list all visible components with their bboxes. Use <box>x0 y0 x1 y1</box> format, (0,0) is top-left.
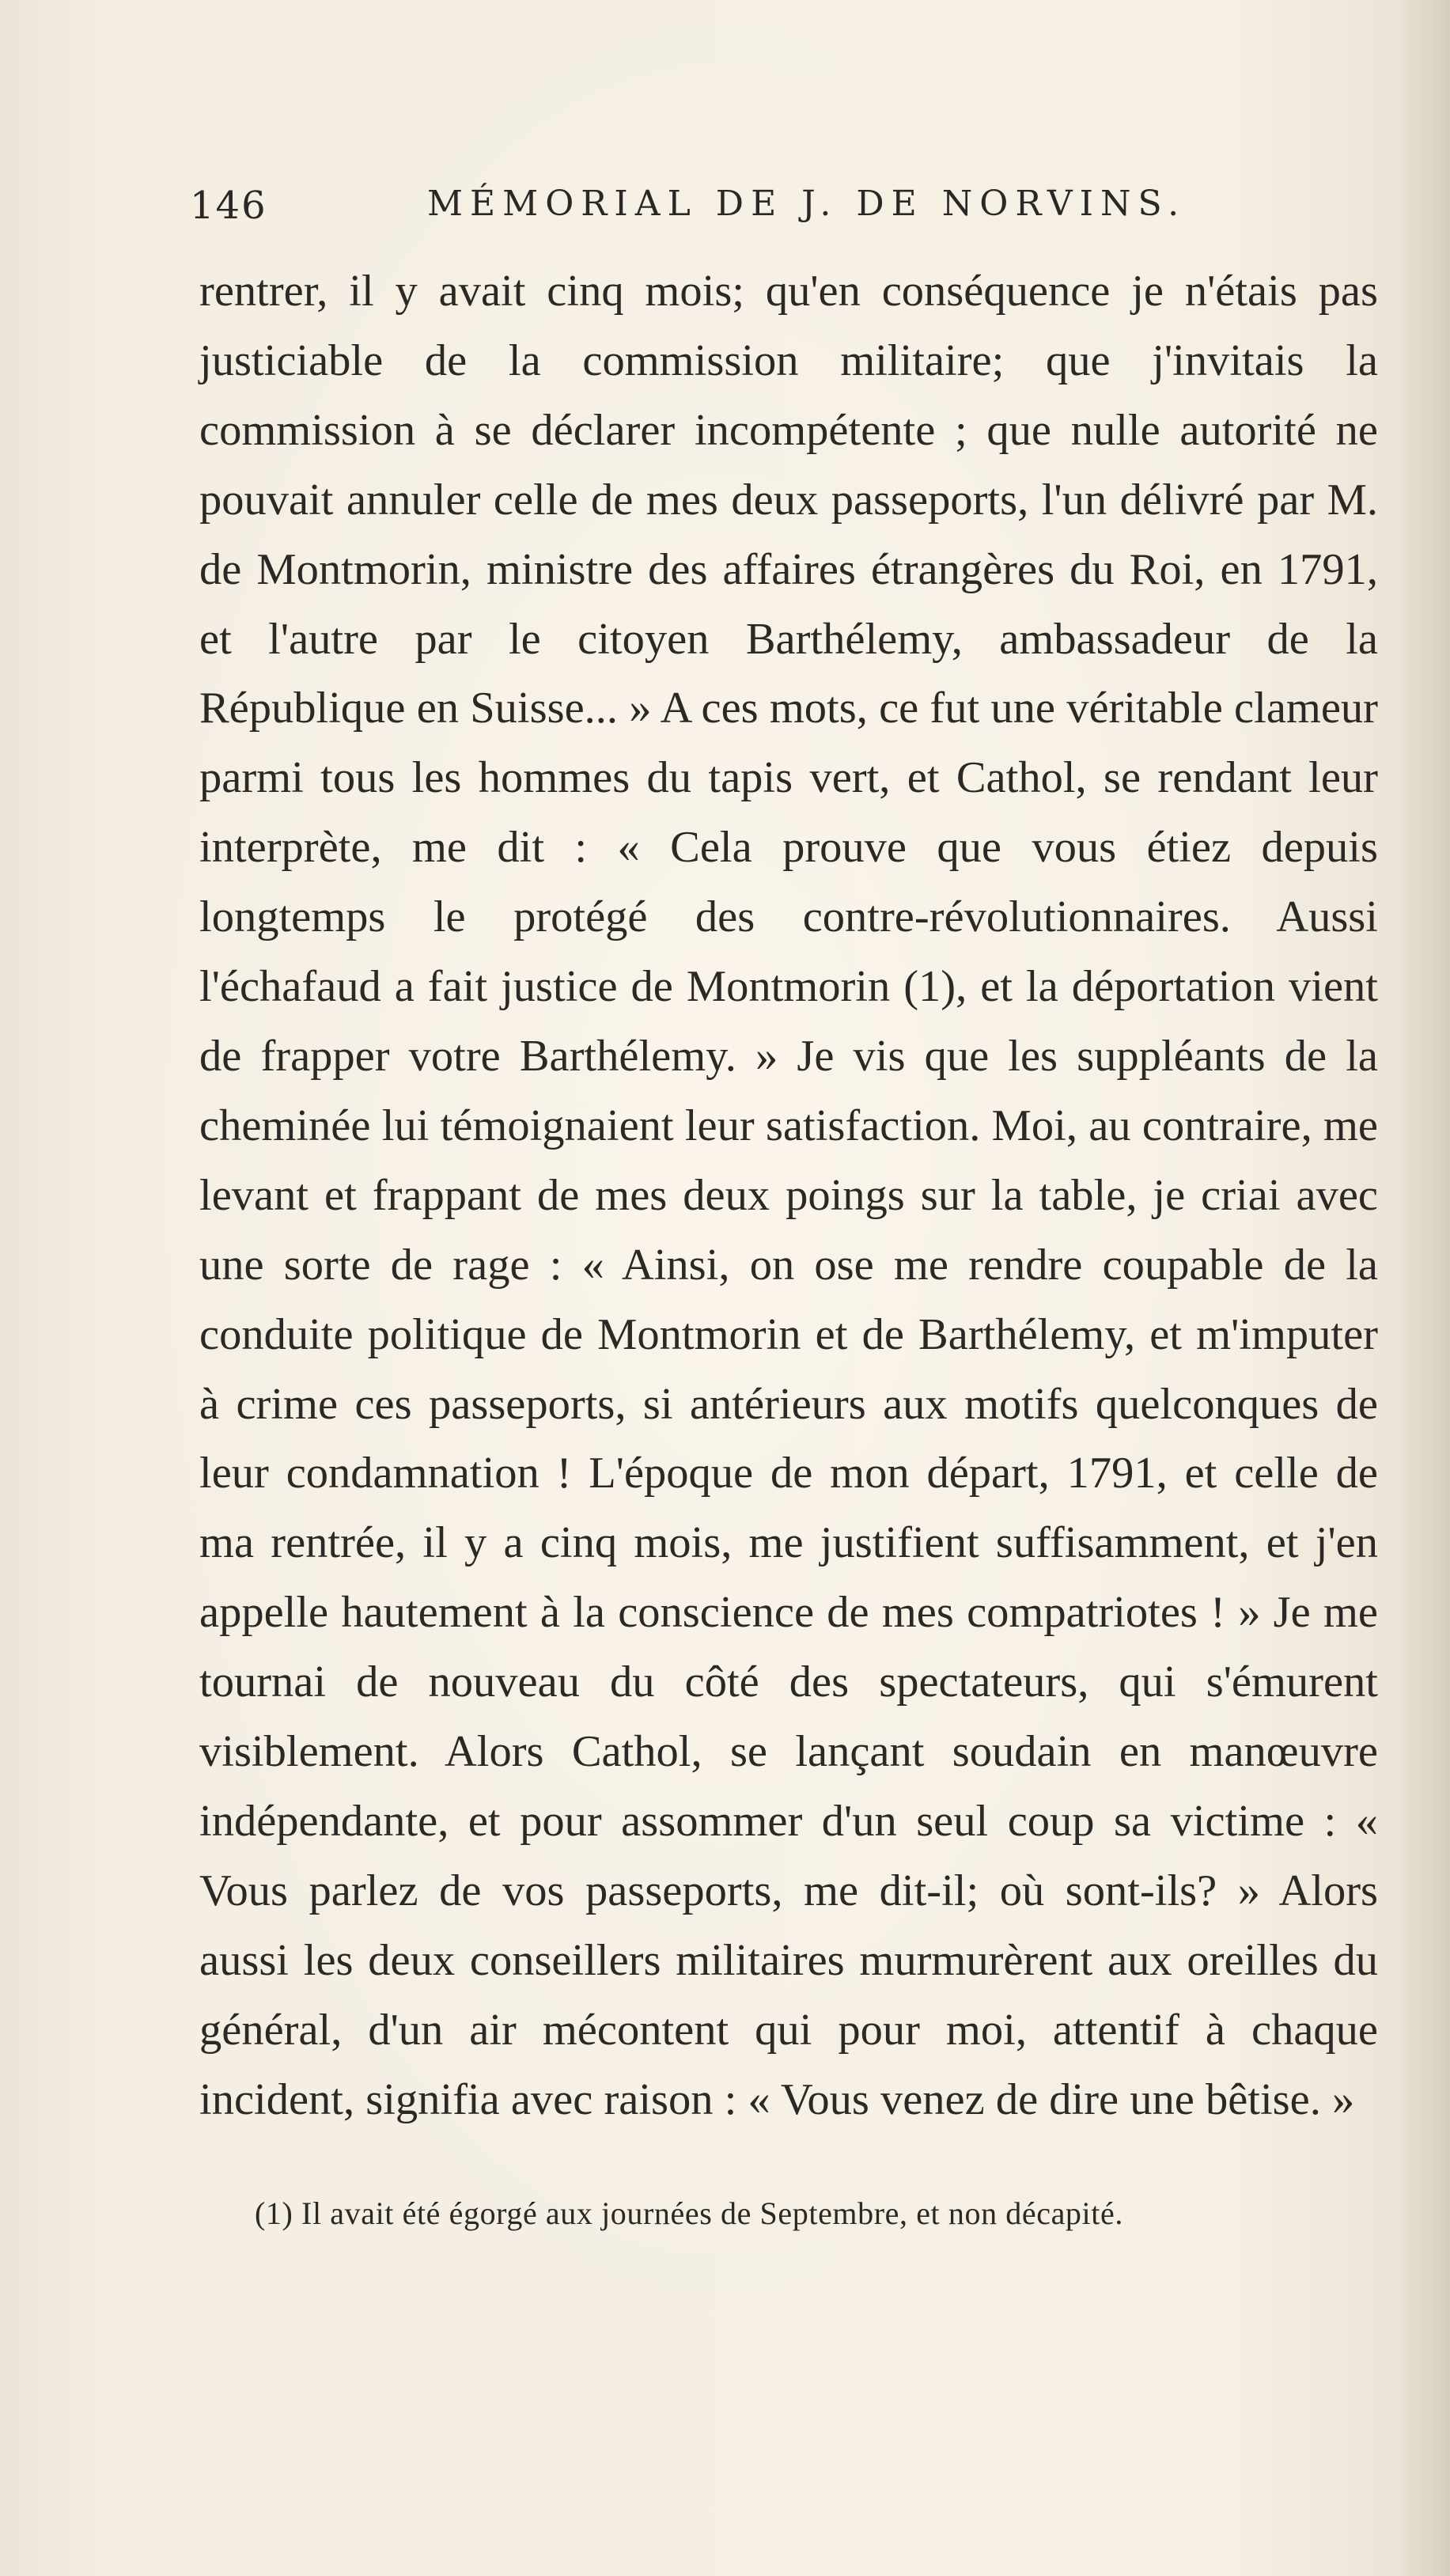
page-edge-shadow <box>1395 0 1450 2576</box>
running-title: MÉMORIAL DE J. DE NORVINS. <box>427 184 1187 224</box>
body-paragraph: rentrer, il y avait cinq mois; qu'en conséquence je n'étais pas justiciable de la commission militaire; que j'invitais la commission à se déclarer incompétente ; que nulle autorité ne pouvait annuler celle de mes deux passeports, l'un délivré par M. de Montmorin, ministre des affaires étrangères du Roi, en 1791, et l'autre par le citoyen Barthélemy, ambassadeur de la République en Suisse... » A ces mots, ce fut une véritable clameur parmi tous les hommes du tapis vert, et Cathol, se rendant leur interprète, me dit : « Cela prouve que vous étiez depuis longtemps le protégé des contre-révolutionnaires. Aussi l'échafaud a fait justice de Montmorin (1), et la déportation vient de frapper votre Barthélemy. » Je vis que les suppléants de la cheminée lui témoignaient leur satisfaction. Moi, au contraire, me levant et frappant de mes deux poings sur la table, je criai avec une sorte de rage : « Ainsi, on ose me rendre coupable de la conduite politique de Montmorin et de Barthélemy, et m'imputer à crime ces passeports, si antérieurs aux motifs quelconques de leur condamnation ! L'époque de mon départ, 1791, et celle de ma rentrée, il y a cinq mois, me justifient suffisamment, et j'en appelle hautement à la conscience de mes compatriotes ! » Je me tournai de nouveau du côté des spectateurs, qui s'émurent visiblement. Alors Cathol, se lançant soudain en manœuvre indépendante, et pour assommer d'un seul coup sa victime : « Vous parlez de vos passeports, me dit-il; où sont-ils? » Alors aussi les deux conseillers militaires murmurèrent aux oreilles du général, d'un air mécontent qui pour moi, attentif à chaque incident, signifia avec raison : « Vous venez de dire une bêtise. » <box>199 267 1378 2124</box>
main-text-block <box>199 257 1378 2135</box>
footnote <box>255 2191 1378 2236</box>
page-header <box>190 184 1313 239</box>
page-number: 146 <box>190 184 267 228</box>
footnote-text: (1) Il avait été égorgé aux journées de Septembre, et non décapité. <box>255 2195 1123 2231</box>
